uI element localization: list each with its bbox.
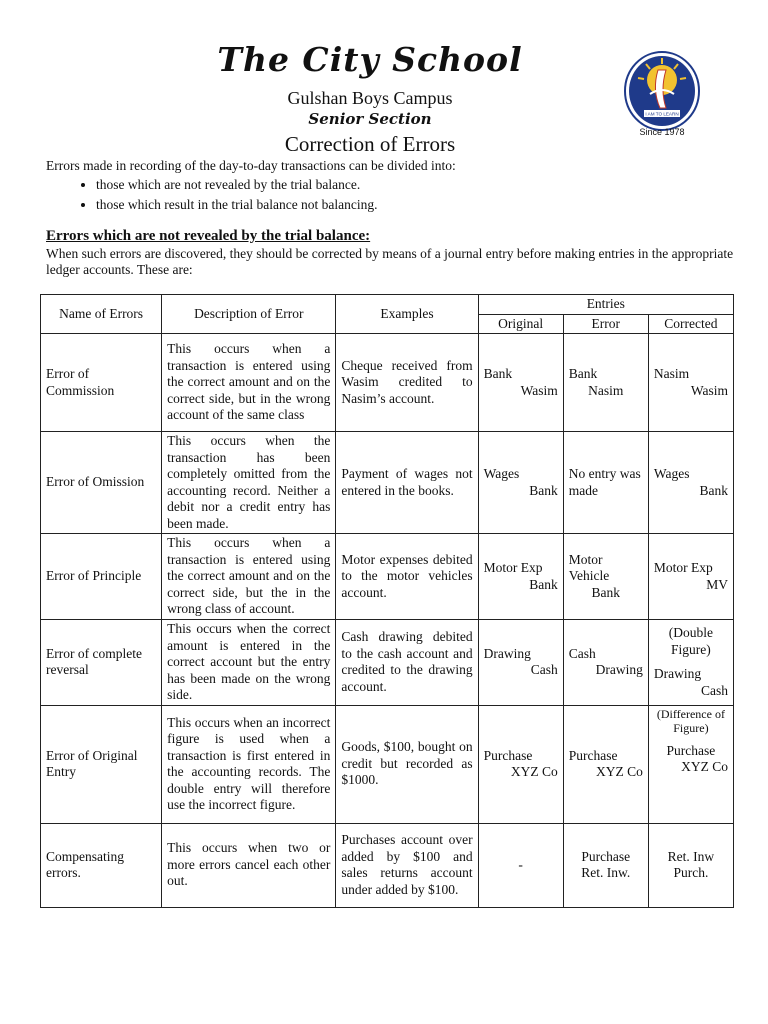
error-description: This occurs when two or more errors cancel each other out.: [162, 823, 336, 907]
debit-account: Purchase: [581, 848, 631, 864]
section-heading: Errors which are not revealed by the trial balance:: [46, 228, 371, 244]
header-error: Error: [563, 314, 648, 334]
header-entries: Entries: [478, 295, 733, 315]
intro-list: [46, 176, 736, 213]
error-example: Motor expenses debited to the motor vehicles account.: [336, 534, 478, 620]
table-row: [41, 620, 734, 706]
error-description: This occurs when the correct amount is entered in the correct account but the entry has been made on the wrong side.: [162, 620, 336, 706]
header-name: Name of Errors: [41, 295, 162, 334]
header-examples: Examples: [336, 295, 478, 334]
debit-account: Cash: [568, 645, 596, 661]
error-name: Error of Principle: [41, 534, 162, 620]
debit-account: Bank: [483, 366, 513, 381]
intro-block: [46, 157, 736, 216]
error-example: Purchases account over added by $100 and sales returns account under added by $100.: [336, 823, 478, 907]
error-name: Error of Omission: [41, 432, 162, 534]
header-description: Description of Error: [162, 295, 336, 334]
table-row: [41, 705, 734, 823]
debit-account: Motor Exp: [483, 560, 543, 575]
list-item: • those which result in the trial balance not balancing.: [96, 196, 736, 213]
error-name: Error of Original Entry: [41, 705, 162, 823]
debit-account: Bank: [568, 366, 598, 381]
since-year: Since 1978: [639, 127, 685, 137]
entry-error: [563, 534, 648, 620]
credit-account: MV: [706, 576, 728, 592]
credit-account: Bank: [699, 482, 728, 498]
entry-error: [563, 334, 648, 432]
campus-name: Gulshan Boys Campus: [287, 88, 453, 108]
error-example: Goods, $100, bought on credit but recorded as $1000.: [336, 705, 478, 823]
table-row: [41, 334, 734, 432]
credit-account: Wasim: [520, 382, 558, 398]
credit-account: Drawing: [595, 662, 643, 678]
entry-corrected: [648, 534, 733, 620]
section-text: When such errors are discovered, they should be corrected by means of a journal entry before making entries in the appropriate ledger accounts. These are:: [46, 246, 734, 277]
error-description: This occurs when an incorrect figure is used when a transaction is first entered in the accounting records. The double entry will therefore use the incorrect figure.: [162, 705, 336, 823]
error-description: This occurs when a transaction is entered using the correct amount and on the correct side, but in the wrong account of the same class: [162, 334, 336, 432]
debit-account: Nasim: [653, 366, 690, 381]
debit-account: Purchase: [666, 742, 716, 758]
error-example: Payment of wages not entered in the books.: [336, 432, 478, 534]
school-logo-icon: [622, 50, 702, 132]
debit-account: Wages: [483, 466, 520, 481]
table-row: [41, 823, 734, 907]
debit-account: Wages: [653, 466, 690, 481]
credit-account: Purch.: [673, 865, 709, 880]
entry-original: [478, 432, 563, 534]
errors-table: [40, 294, 734, 908]
table-row: [41, 432, 734, 534]
credit-account: Cash: [701, 682, 728, 698]
credit-account: Cash: [530, 662, 558, 678]
entry-corrected: [648, 432, 733, 534]
entry-original: [478, 620, 563, 706]
list-item: • those which are not revealed by the trial balance.: [96, 176, 736, 193]
page-header: [0, 0, 768, 160]
entry-original: -: [478, 823, 563, 907]
error-name: Error of complete reversal: [41, 620, 162, 706]
entry-original: [478, 334, 563, 432]
credit-account: XYZ Co: [681, 759, 728, 774]
section-name: Senior Section: [308, 110, 432, 128]
credit-account: Wasim: [690, 382, 728, 398]
credit-account: XYZ Co: [510, 764, 558, 779]
entry-error: No entry was made: [563, 432, 648, 534]
corrected-note: (Difference of Figure): [656, 706, 725, 735]
document-title: Correction of Errors: [284, 132, 456, 156]
debit-account: Purchase: [568, 747, 618, 763]
entry-error: [563, 823, 648, 907]
error-example: Cash drawing debited to the cash account and credited to the drawing account.: [336, 620, 478, 706]
error-description: This occurs when a transaction is entered using the correct amount and on the correct side, but the in the wrong class of account.: [162, 534, 336, 620]
credit-account: Bank: [529, 482, 558, 498]
header-corrected: Corrected: [648, 314, 733, 334]
entry-corrected: [648, 334, 733, 432]
entry-original: [478, 534, 563, 620]
entry-corrected: [648, 823, 733, 907]
entry-corrected: [648, 620, 733, 706]
debit-account: Motor Vehicle: [568, 551, 610, 584]
error-example: Cheque received from Wasim credited to Nasim’s account.: [336, 334, 478, 432]
entry-error: [563, 620, 648, 706]
corrected-note: (Double Figure): [668, 625, 714, 657]
debit-account: Ret. Inw: [667, 848, 715, 864]
table-header-row: [41, 295, 734, 315]
debit-account: Drawing: [483, 645, 531, 661]
credit-account: Nasim: [588, 382, 624, 398]
credit-account: Bank: [529, 576, 558, 592]
entry-corrected: [648, 705, 733, 823]
error-name: Error of Commission: [41, 334, 162, 432]
school-name: The City School: [217, 40, 523, 79]
error-name: Compensating errors.: [41, 823, 162, 907]
entry-original: [478, 705, 563, 823]
debit-account: Drawing: [653, 666, 702, 682]
entry-error: [563, 705, 648, 823]
logo-motto: I AM TO LEARN: [645, 111, 679, 117]
error-description: This occurs when the transaction has been completely omitted from the accounting record. Neither a debit nor a credit entry has been made.: [162, 432, 336, 534]
credit-account: XYZ Co: [595, 764, 643, 779]
header-original: Original: [478, 314, 563, 334]
credit-account: Bank: [591, 584, 621, 600]
debit-account: Motor Exp: [653, 560, 713, 575]
credit-account: Ret. Inw.: [581, 865, 631, 880]
intro-text: Errors made in recording of the day-to-day transactions can be divided into:: [46, 158, 456, 173]
table-row: [41, 534, 734, 620]
debit-account: Purchase: [483, 747, 533, 763]
